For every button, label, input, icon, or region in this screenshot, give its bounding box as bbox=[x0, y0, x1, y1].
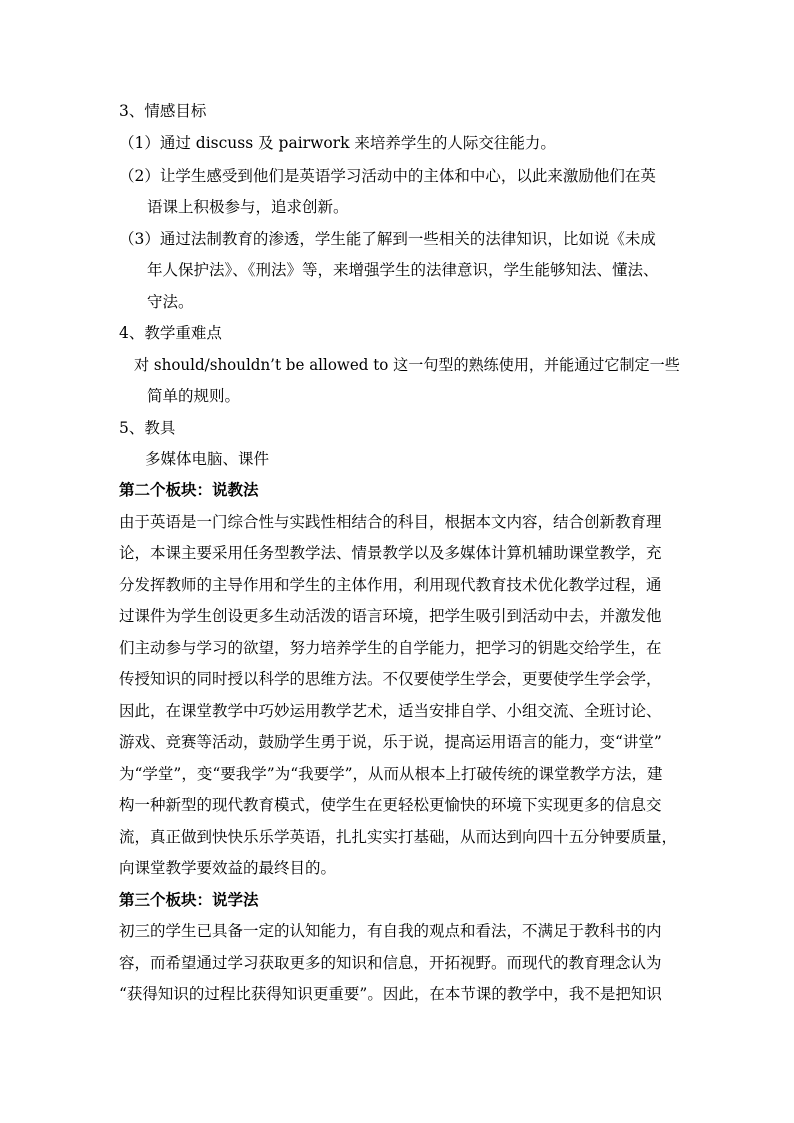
section-4-heading: 4、教学重难点 bbox=[119, 324, 222, 342]
block-2-heading: 第二个板块：说教法 bbox=[119, 480, 259, 499]
block-2-line: 们主动参与学习的欲望，努力培养学生的自学能力，把学习的钥匙交给学生，在 bbox=[119, 639, 662, 657]
item-3-3-line-2: 年人保护法》、《刑法》等，来增强学生的法律意识，学生能够知法、懂法、 bbox=[147, 261, 659, 279]
item-3-3-line-3: 守法。 bbox=[147, 293, 194, 311]
section-5-heading: 5、教具 bbox=[119, 419, 176, 437]
section-4-line-1: 对 should/shouldn’t be allowed to 这一句型的熟练使用，并能通过它制定一些 bbox=[134, 356, 680, 374]
block-3-line: 容，而希望通过学习获取更多的知识和信息，开拓视野。而现代的教育理念认为 bbox=[119, 954, 662, 972]
item-3-2-line-2: 语课上积极参与，追求创新。 bbox=[147, 198, 349, 216]
block-2-line: 向课堂教学要效益的最终目的。 bbox=[119, 859, 337, 877]
block-2-line: 流，真正做到快快乐乐学英语，扎扎实实打基础，从而达到向四十五分钟要质量， bbox=[119, 828, 678, 846]
block-2-line: 论，本课主要采用任务型教学法、情景教学以及多媒体计算机辅助课堂教学，充 bbox=[119, 544, 662, 562]
item-3-1: （1）通过 discuss 及 pairwork 来培养学生的人际交往能力。 bbox=[119, 134, 556, 152]
block-2-line: 构一种新型的现代教育模式，使学生在更轻松更愉快的环境下实现更多的信息交 bbox=[119, 796, 662, 814]
section-5-line-1: 多媒体电脑、课件 bbox=[145, 450, 270, 468]
block-2-line: 分发挥教师的主导作用和学生的主体作用，利用现代教育技术优化教学过程，通 bbox=[119, 576, 662, 594]
block-2-line: 传授知识的同时授以科学的思维方法。不仅要使学生学会，更要使学生学会学， bbox=[119, 670, 662, 688]
section-4-line-2: 简单的规则。 bbox=[147, 387, 241, 405]
block-2-line: 过课件为学生创设更多生动活泼的语言环境，把学生吸引到活动中去，并激发他 bbox=[119, 607, 662, 625]
section-3-heading: 3、情感目标 bbox=[119, 102, 207, 120]
block-3-heading: 第三个板块：说学法 bbox=[119, 890, 259, 909]
item-3-2-line-1: （2）让学生感受到他们是英语学习活动中的主体和中心，以此来激励他们在英 bbox=[119, 167, 656, 185]
item-3-3-line-1: （3）通过法制教育的渗透，学生能了解到一些相关的法律知识，比如说《未成 bbox=[119, 230, 656, 248]
block-2-line: 因此，在课堂教学中巧妙运用教学艺术，适当安排自学、小组交流、全班讨论、 bbox=[119, 702, 662, 720]
block-2-line: 由于英语是一门综合性与实践性相结合的科目，根据本文内容，结合创新教育理 bbox=[119, 513, 662, 531]
block-3-line: “获得知识的过程比获得知识更重要”。因此，在本节课的教学中，我不是把知识 bbox=[119, 985, 662, 1003]
block-2-line: 游戏、竞赛等活动，鼓励学生勇于说，乐于说，提高运用语言的能力，变“讲堂” bbox=[119, 733, 662, 751]
block-2-line: 为“学堂”，变“要我学”为“我要学”，从而从根本上打破传统的课堂教学方法，建 bbox=[119, 765, 663, 783]
block-3-line: 初三的学生已具备一定的认知能力，有自我的观点和看法，不满足于教科书的内 bbox=[119, 922, 662, 940]
